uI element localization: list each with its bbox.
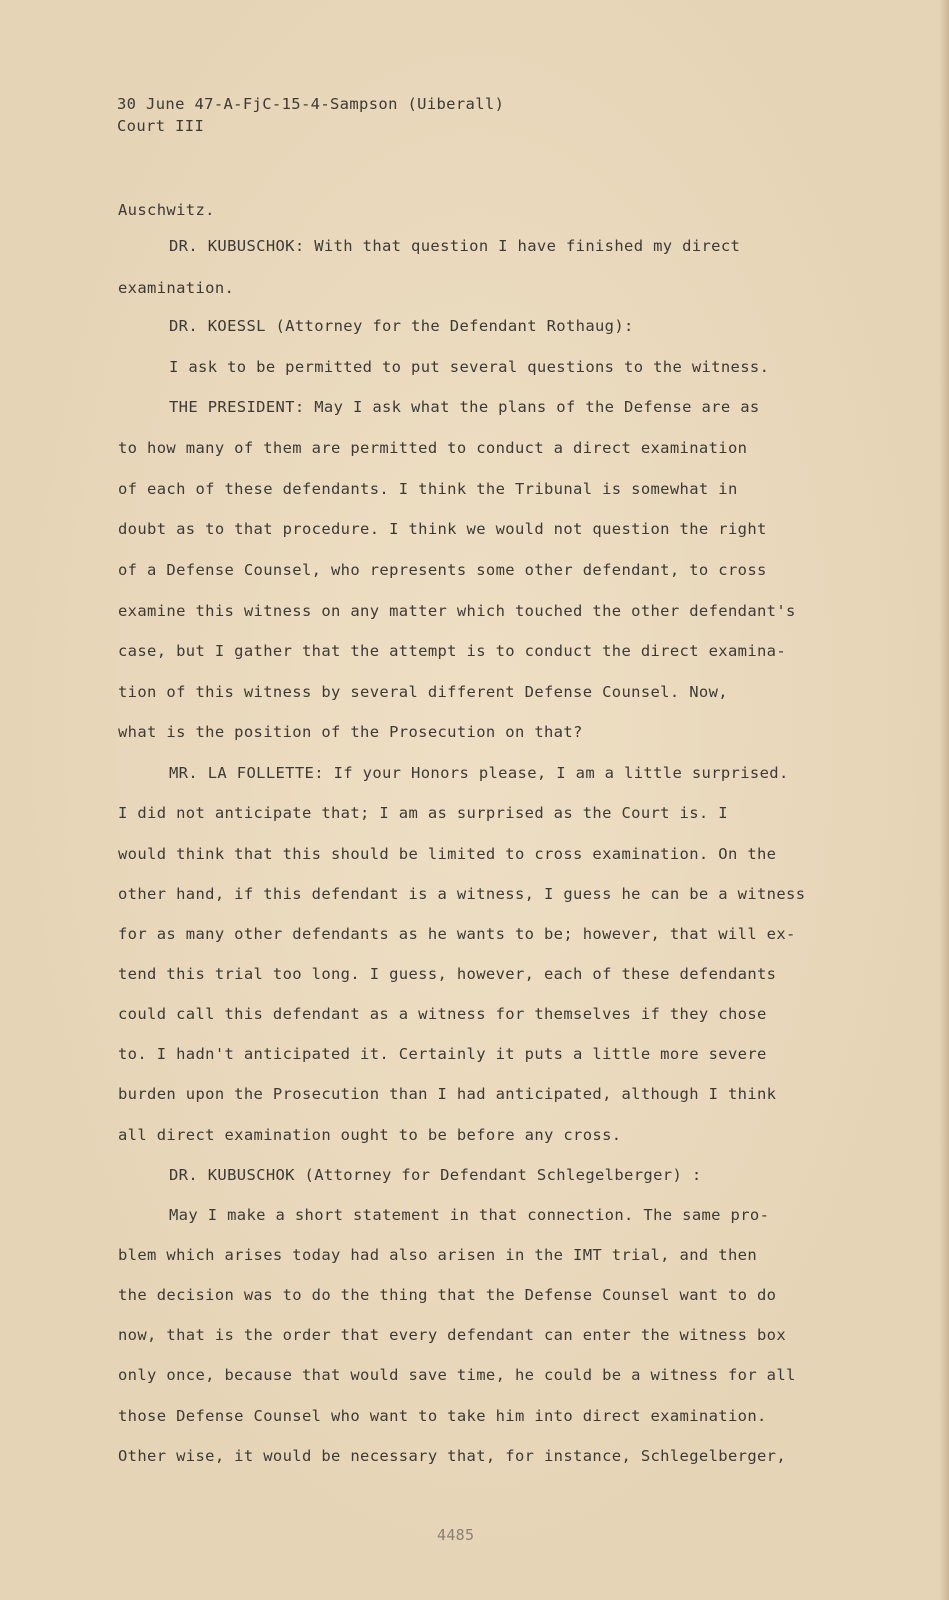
transcript-line: I did not anticipate that; I am as surprised as the Court is. I	[118, 804, 728, 822]
transcript-line: other hand, if this defendant is a witness, I guess he can be a witness	[118, 885, 806, 903]
transcript-line: to how many of them are permitted to conduct a direct examination	[118, 439, 748, 457]
header-docket-line: 30 June 47-A-FjC-15-4-Sampson (Uiberall)	[117, 95, 505, 113]
transcript-line: could call this defendant as a witness for themselves if they chose	[118, 1005, 767, 1023]
transcript-line: what is the position of the Prosecution on that?	[118, 723, 583, 741]
transcript-line: all direct examination ought to be before any cross.	[118, 1126, 622, 1144]
transcript-line: DR. KUBUSCHOK: With that question I have finished my direct	[169, 237, 741, 255]
transcript-line: Auschwitz.	[118, 201, 215, 219]
transcript-line: examination.	[118, 279, 235, 297]
transcript-line: I ask to be permitted to put several questions to the witness.	[169, 358, 770, 376]
transcript-line: examine this witness on any matter which touched the other defendant's	[118, 602, 796, 620]
transcript-line: the decision was to do the thing that the Defense Counsel want to do	[118, 1286, 777, 1304]
transcript-line: tend this trial too long. I guess, however, each of these defendants	[118, 965, 777, 983]
transcript-line: THE PRESIDENT: May I ask what the plans of the Defense are as	[169, 398, 760, 416]
transcript-line: tion of this witness by several different Defense Counsel. Now,	[118, 683, 728, 701]
transcript-line: case, but I gather that the attempt is to conduct the direct examina-	[118, 642, 787, 660]
transcript-line: Other wise, it would be necessary that, for instance, Schlegelberger,	[118, 1447, 787, 1465]
transcript-line: to. I hadn't anticipated it. Certainly it puts a little more severe	[118, 1045, 767, 1063]
transcript-line: those Defense Counsel who want to take him into direct examination.	[118, 1407, 767, 1425]
transcript-line: blem which arises today had also arisen in the IMT trial, and then	[118, 1246, 757, 1264]
transcript-line: of each of these defendants. I think the Tribunal is somewhat in	[118, 480, 738, 498]
transcript-line: of a Defense Counsel, who represents some other defendant, to cross	[118, 561, 767, 579]
transcript-line: burden upon the Prosecution than I had anticipated, although I think	[118, 1085, 777, 1103]
transcript-line: May I make a short statement in that connection. The same pro-	[169, 1206, 770, 1224]
transcript-line: MR. LA FOLLETTE: If your Honors please, I am a little surprised.	[169, 764, 789, 782]
transcript-line: would think that this should be limited to cross examination. On the	[118, 845, 777, 863]
page-edge-shadow	[939, 0, 949, 1600]
transcript-line: only once, because that would save time, he could be a witness for all	[118, 1366, 796, 1384]
transcript-line: DR. KUBUSCHOK (Attorney for Defendant Schlegelberger) :	[169, 1166, 702, 1184]
header-court-line: Court III	[117, 117, 205, 135]
transcript-line: doubt as to that procedure. I think we would not question the right	[118, 520, 767, 538]
page-number: 4485	[437, 1526, 475, 1544]
transcript-line: DR. KOESSL (Attorney for the Defendant Rothaug):	[169, 317, 634, 335]
transcript-line: for as many other defendants as he wants to be; however, that will ex-	[118, 925, 796, 943]
transcript-line: now, that is the order that every defendant can enter the witness box	[118, 1326, 787, 1344]
